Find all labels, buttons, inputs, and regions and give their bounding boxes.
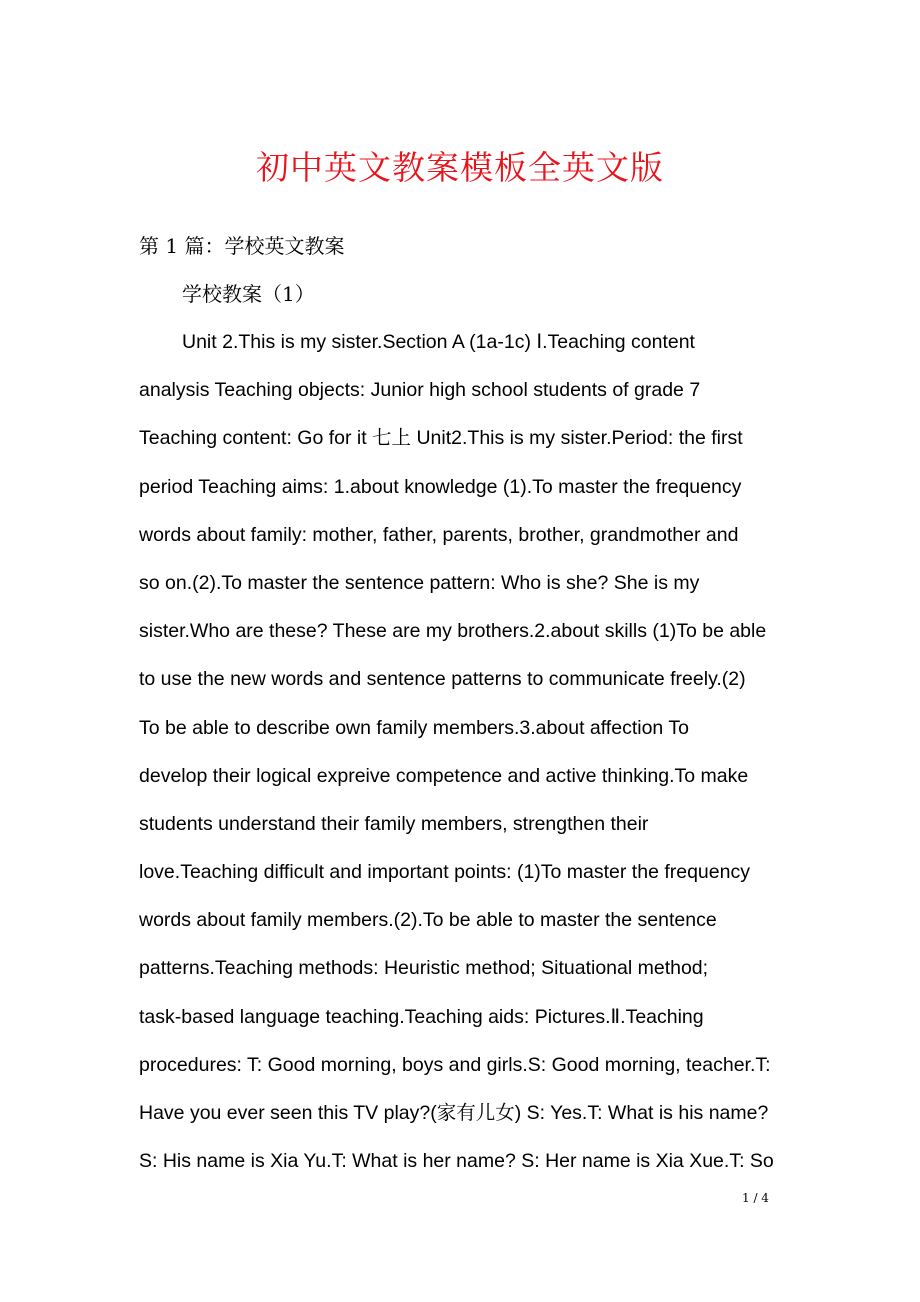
text-line: procedures: T: Good morning, boys and girls.S: Good morning, teacher.T:: [139, 1053, 771, 1076]
text-line: task-based language teaching.Teaching aids: Pictures.Ⅱ.Teaching: [139, 1005, 704, 1028]
text-line: Unit 2.This is my sister.Section A (1a-1c) Ⅰ.Teaching content: [182, 331, 695, 353]
section-heading: 第 1 篇：学校英文教案: [139, 234, 345, 258]
text-line: period Teaching aims: 1.about knowledge (1).To master the frequency: [139, 475, 742, 498]
text-line: develop their logical expreive competence and active thinking.To make: [139, 764, 749, 787]
text-line: To be able to describe own family members.3.about affection To: [139, 716, 689, 739]
body-text: [139, 325, 789, 1192]
page-number: 1 / 4: [742, 1191, 769, 1205]
text-line: so on.(2).To master the sentence pattern: Who is she? She is my: [139, 571, 700, 594]
text-line: to use the new words and sentence patterns to communicate freely.(2): [139, 668, 746, 691]
text-line: students understand their family members, strengthen their: [139, 812, 649, 835]
text-line: words about family members.(2).To be able to master the sentence: [139, 909, 717, 932]
text-line: patterns.Teaching methods: Heuristic method; Situational method;: [139, 957, 709, 980]
text-line: analysis Teaching objects: Junior high school students of grade 7: [139, 379, 701, 402]
text-line: words about family: mother, father, parents, brother, grandmother and: [139, 523, 739, 546]
text-line: S: His name is Xia Yu.T: What is her name? S: Her name is Xia Xue.T: So: [139, 1150, 774, 1173]
sub-heading: 学校教案（1）: [182, 282, 315, 306]
document-title: 初中英文教案模板全英文版: [256, 148, 664, 187]
text-line: Have you ever seen this TV play?(家有儿女) S: Yes.T: What is his name?: [139, 1102, 769, 1124]
text-line: love.Teaching difficult and important points: (1)To master the frequency: [139, 861, 750, 884]
text-line: sister.Who are these? These are my brothers.2.about skills (1)To be able: [139, 620, 767, 643]
text-line: Teaching content: Go for it 七上 Unit2.This is my sister.Period: the first: [139, 427, 743, 450]
